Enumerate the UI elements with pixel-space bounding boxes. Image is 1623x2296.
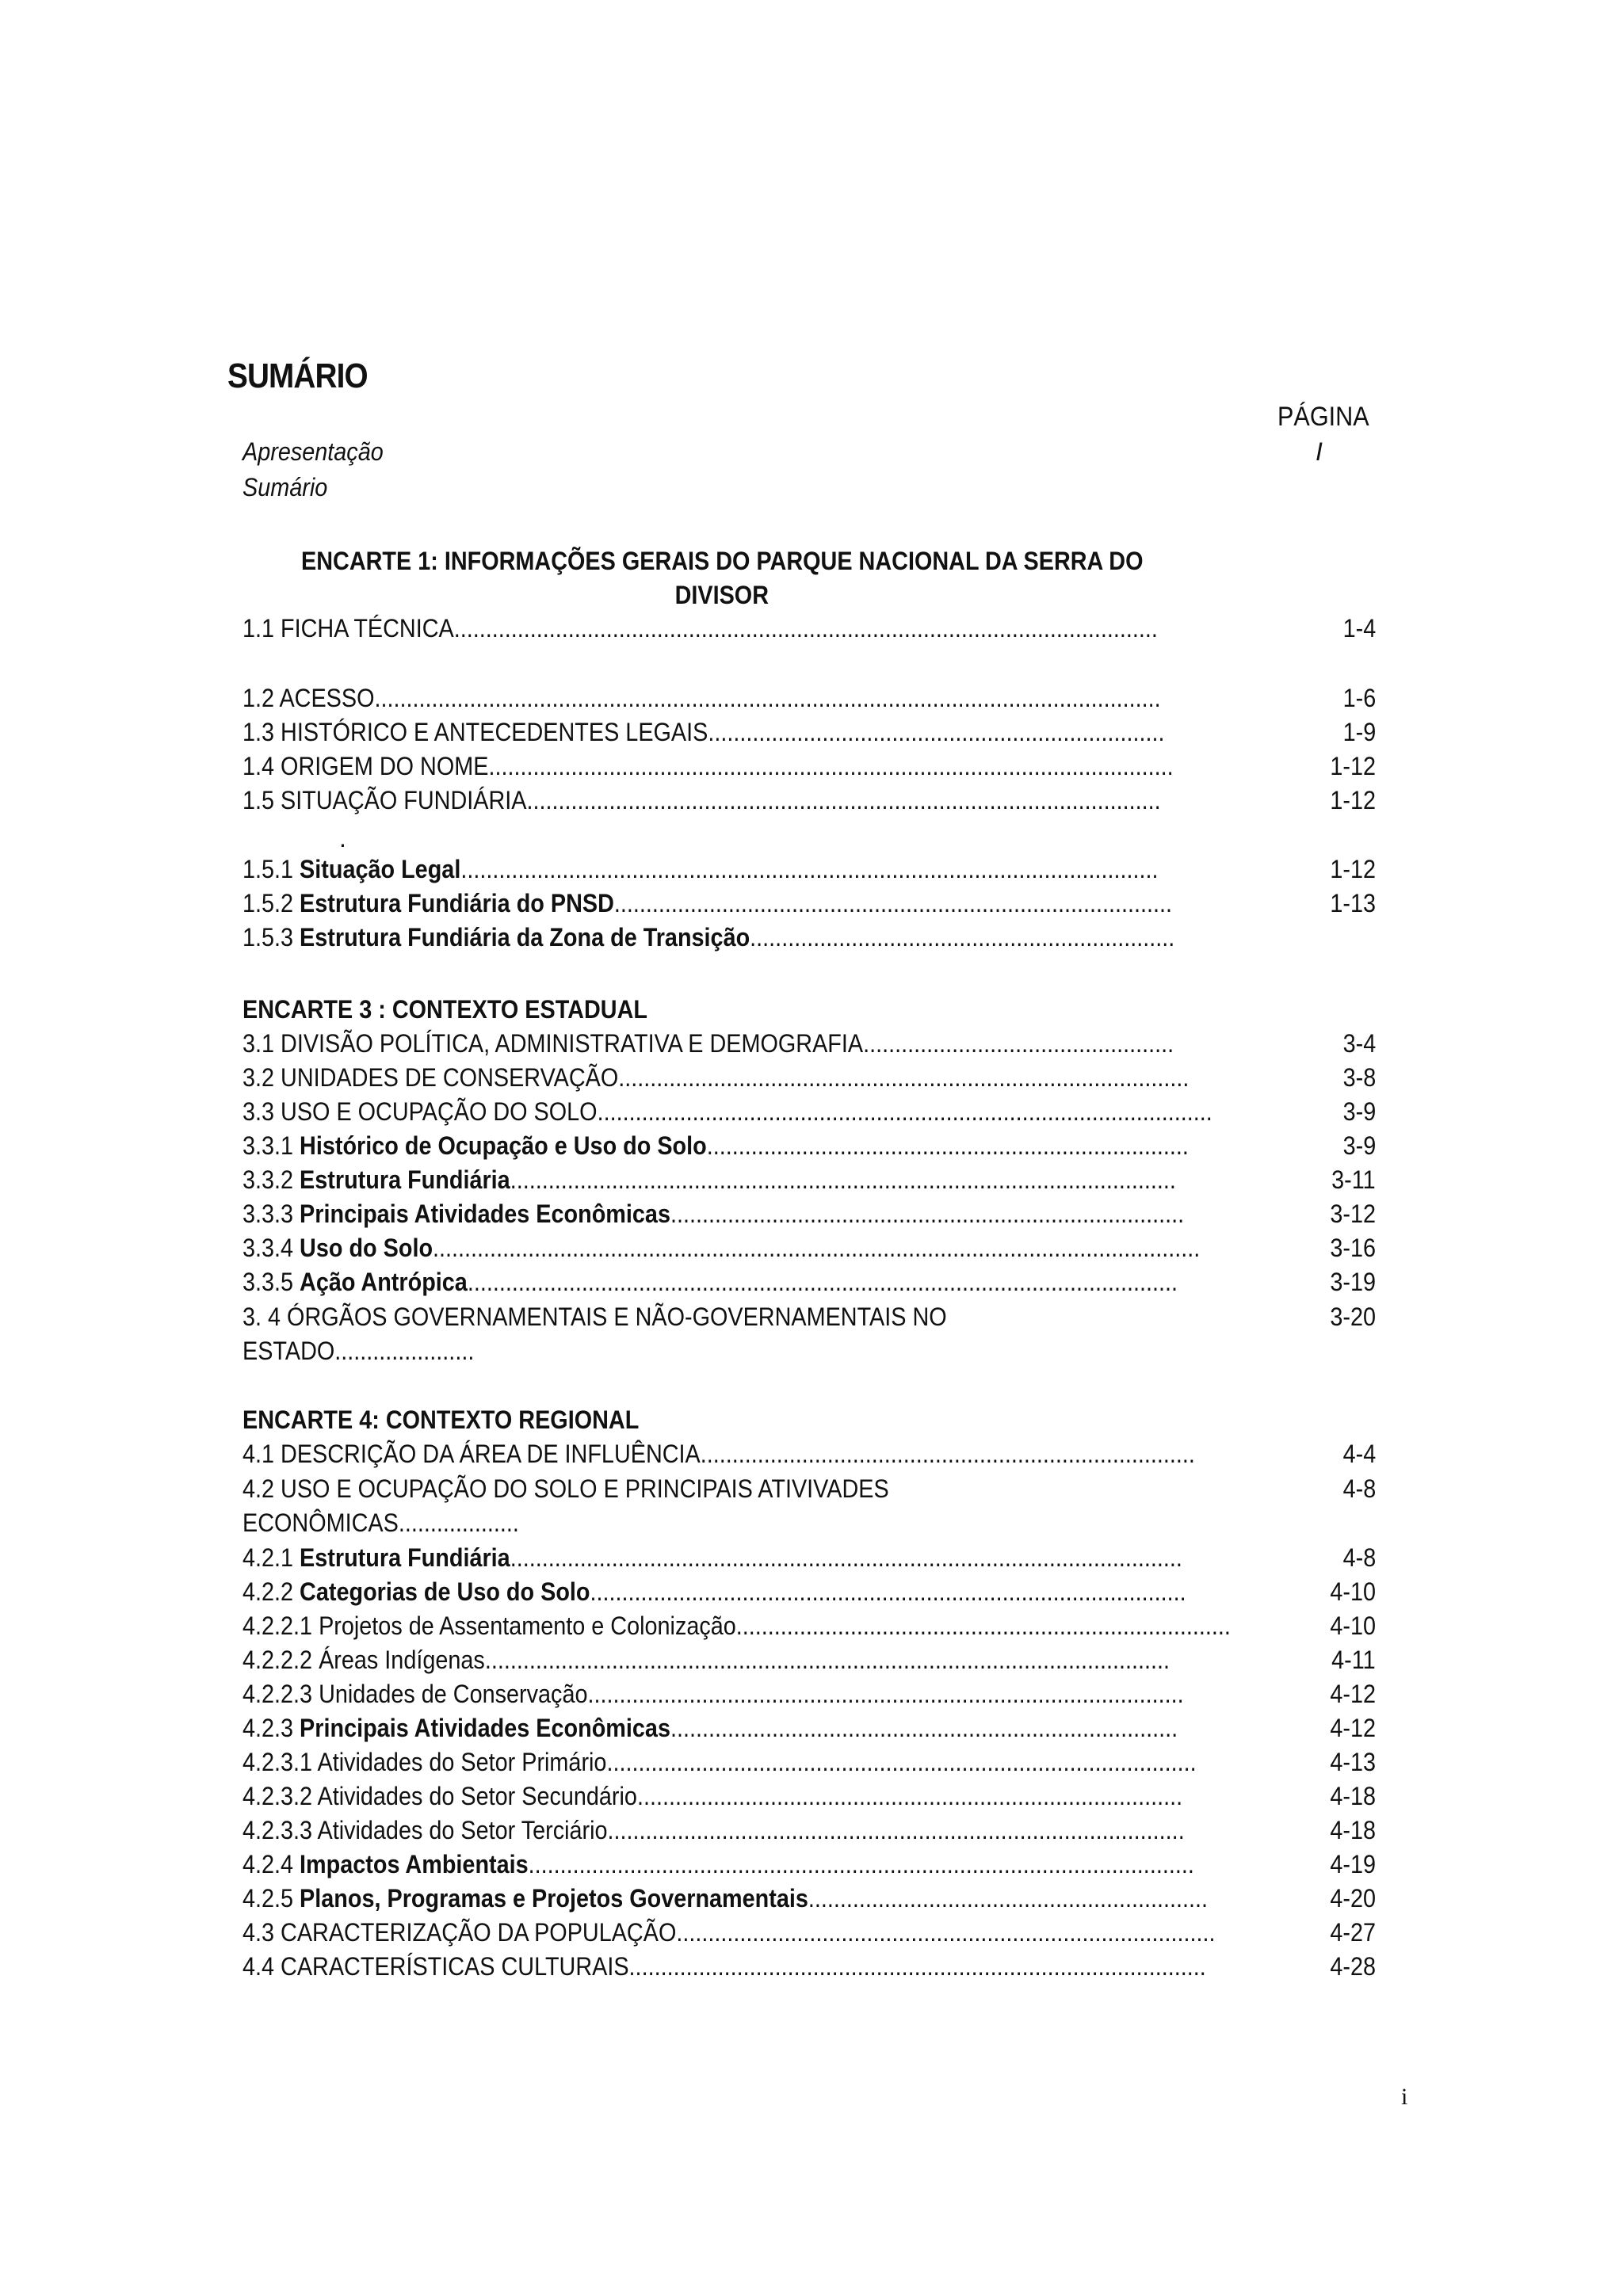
toc-entry-page: 4-10 [1330,1577,1376,1606]
encarte1-heading-line1: ENCARTE 1: INFORMAÇÕES GERAIS DO PARQUE NACIONAL DA SERRA DO [300,547,1144,575]
toc-entry-page: 4-11 [1331,1646,1376,1674]
toc-entry[interactable] [242,783,1376,818]
page-number: i [1401,2084,1408,2110]
toc-entry-number: 1.5 [242,786,275,814]
toc-entry-label: HISTÓRICO E ANTECEDENTES LEGAIS [281,718,708,746]
toc-entry-leader: ................................................................................. [670,1199,1185,1228]
toc-entry-text [242,1436,1195,1471]
toc-entry-text [242,1642,1170,1677]
toc-entry-text [242,1847,1194,1882]
toc-intro-apresentacao[interactable]: Apresentação [242,437,384,466]
toc-entry-leader: ........................................................................................... [607,1816,1185,1844]
toc-entry-number: 3.2 [242,1063,275,1092]
toc-entry-leader: ........................................................................................ [613,889,1173,917]
toc-entry-number: 4.2.3.1 [242,1748,313,1776]
toc-entry-label: Atividades do Setor Terciário [317,1816,608,1844]
toc-entry-label: Estrutura Fundiária do PNSD [300,889,614,917]
toc-entry-page: 1-12 [1330,786,1376,814]
toc-entry-page: 3-9 [1342,1097,1376,1126]
toc-entry[interactable] [242,1162,1376,1197]
toc-entry-leader: ................................................................................................................ [467,1268,1178,1296]
toc-entry-page: 4-12 [1330,1680,1376,1708]
toc-entry-number: 1.2 [242,684,275,712]
toc-entry-number: 4.2.4 [242,1850,294,1878]
toc-entry-number: 4.3 [242,1918,275,1947]
toc-entry[interactable] [242,1779,1376,1814]
toc-entry-label: Principais Atividades Econômicas [300,1199,670,1228]
toc-entry-page: 3-9 [1342,1131,1376,1160]
toc-entry-number: 3.3.3 [242,1199,294,1228]
toc-entry-text [242,1094,1212,1129]
toc-entry-number: 3.1 [242,1029,275,1058]
toc-entry-number: 4.2.5 [242,1884,294,1913]
toc-entry-label: CARACTERIZAÇÃO DA POPULAÇÃO [281,1918,677,1947]
toc-entry-number: 1.5.2 [242,889,294,917]
toc-entry-label: CARACTERÍSTICAS CULTURAIS [281,1952,629,1981]
toc-entry-text [242,1128,1189,1163]
toc-entry-number: 3.3.5 [242,1268,294,1296]
toc-entry-page: 1-12 [1330,752,1376,780]
toc-entry-page: 1-9 [1342,718,1376,746]
toc-entry-label: DIVISÃO POLÍTICA, ADMINISTRATIVA E DEMOGRAFIA [281,1029,864,1058]
toc-entry[interactable] [242,1847,1376,1882]
toc-entry-text [242,1881,1208,1916]
toc-entry-label: Impactos Ambientais [300,1850,529,1878]
toc-entry-label: Unidades de Conservação [319,1680,588,1708]
toc-entry-text [242,1676,1184,1711]
toc-entry-leader: .......................................................................................................... [510,1543,1182,1572]
toc-entry-page: 1-4 [1342,614,1376,643]
toc-entry-leader: ........................................................................................... [628,1952,1206,1981]
encarte1-heading-line2: DIVISOR [674,581,769,609]
toc-entry-label: FICHA TÉCNICA [281,614,454,643]
toc-entry-label: ACESSO [279,684,375,712]
toc-entry-leader: ............................................................................................................... [453,614,1158,643]
toc-entry-number: 3.3.1 [242,1131,294,1160]
toc-entry[interactable] [242,611,1376,646]
toc-entry-page: 3-19 [1330,1268,1376,1296]
toc-entry-text [242,1574,1186,1609]
toc-entry-leader: .............................................................................................................. [460,855,1159,883]
toc-intro-sumario[interactable]: Sumário [242,473,328,502]
toc-entry-label: Atividades do Setor Primário [317,1748,607,1776]
toc-entry[interactable] [242,1711,1376,1745]
toc-entry-label: SITUAÇÃO FUNDIÁRIA [281,786,527,814]
toc-entry-text [242,1540,1182,1575]
toc-entry-number: 1.5.1 [242,855,294,883]
toc-entry-leader: ..................................................................................... [676,1918,1216,1947]
toc-entry[interactable] [242,1745,1376,1779]
toc-entry-page: 4-10 [1330,1611,1376,1640]
toc-entry[interactable] [242,1881,1376,1916]
toc-entry-page: 4-18 [1330,1816,1376,1844]
toc-entry-label: ORIGEM DO NOME [281,752,489,780]
toc-entry-leader: ................................................................... [750,923,1175,952]
toc-entry[interactable] [242,1540,1376,1575]
toc-entry-text [242,1026,1174,1061]
toc-entry-leader: .................................................................................................... [526,786,1161,814]
toc-entry-page: 4-18 [1330,1782,1376,1810]
toc-entry-text [242,1162,1176,1197]
toc-entry-number: 4.2.3 [242,1714,300,1742]
toc-entry-text [242,920,1174,955]
toc-entry-leader: .............................................................................................. [590,1577,1186,1606]
toc-entry-leader: ............................................................................................. [606,1748,1197,1776]
toc-entry-label: DESCRIÇÃO DA ÁREA DE INFLUÊNCIA [281,1440,701,1468]
toc-entry-text [242,1813,1185,1848]
toc-entry[interactable] [242,715,1376,749]
toc-entry-leader: .............................................................................................. [587,1680,1184,1708]
toc-entry-number: 4.2.2.3 [242,1680,313,1708]
toc-entry-text [242,886,1172,921]
toc-entry-text [242,681,1161,715]
toc-entry-label: Estrutura Fundiária [300,1543,510,1572]
toc-entry-number: 4.2.1 [242,1543,294,1572]
toc-entry-page: 4-27 [1330,1918,1376,1947]
toc-entry-number: 1.3 [242,718,275,746]
toc-entry[interactable] [242,1608,1376,1643]
toc-entry[interactable] [242,681,1376,715]
toc-entry-number: 1.1 [242,614,275,643]
toc-entry-label: Ação Antrópica [300,1268,468,1296]
toc-entry-label: Situação Legal [300,855,461,883]
toc-entry-number: 1.4 [242,752,275,780]
toc-entry-leader: ...................................................................................... [636,1782,1183,1810]
toc-entry-page: 3-4 [1342,1029,1376,1058]
toc-entry-number: 4.2.3.3 [242,1816,313,1844]
toc-entry-number: 1.5.3 [242,923,294,952]
toc-entry[interactable] [242,1574,1376,1609]
toc-entry[interactable] [242,920,1376,955]
toc-entry-leader: ......................................................................................................................... [433,1234,1201,1262]
toc-entry-page: 1-6 [1342,684,1376,712]
toc-entry-leader: ........................................................................ [708,718,1165,746]
toc-entry-leader: ............................................................................................................ [488,752,1174,780]
toc-entry-text [242,715,1164,749]
toc-entry[interactable] [242,852,1376,887]
toc-entry-number: 4.2.2 [242,1577,294,1606]
toc-entry-page: 1-12 [1330,855,1376,883]
toc-entry-label: Histórico de Ocupação e Uso do Solo [300,1131,707,1160]
toc-entry-number: 4.2.3.2 [242,1782,313,1810]
toc-entry-leader: ......................................................................................................... [528,1850,1194,1878]
toc-entry-number: 3.3.4 [242,1234,294,1262]
toc-entry-leader: ............................................................................................................................ [374,684,1161,712]
toc-entry-leader: .............................................................................. [700,1440,1195,1468]
toc-entry-page: 3-16 [1330,1234,1376,1262]
toc-entry-label: Uso do Solo [300,1234,433,1262]
toc-entry[interactable] [242,1026,1376,1061]
toc-entry-number: 4.4 [242,1952,275,1981]
toc-entry-label: UNIDADES DE CONSERVAÇÃO [281,1063,619,1092]
toc-entry-leader: ................................................. [863,1029,1174,1058]
toc-entry-text [242,1745,1197,1779]
toc-entry[interactable] [242,1128,1376,1163]
toc-entry[interactable] [242,1094,1376,1129]
toc-entry[interactable] [242,1436,1376,1471]
toc-entry-label: USO E OCUPAÇÃO DO SOLO [281,1097,598,1126]
toc-entry-text [242,1230,1200,1265]
toc-entry-number: 3.3.2 [242,1165,294,1194]
toc-entry-page: 3-11 [1331,1165,1376,1194]
toc-entry[interactable] [242,886,1376,921]
toc-entry-page: 4-12 [1330,1714,1376,1742]
toc-entry-label: Áreas Indígenas [319,1646,485,1674]
toc-entry-label: Planos, Programas e Projetos Governamentais [300,1884,808,1913]
toc-entry-page: 4-28 [1330,1952,1376,1981]
toc-entry-label: Estrutura Fundiária [300,1165,510,1194]
toc-entry-text [242,852,1158,887]
toc-entry-text [242,1915,1215,1950]
toc-entry-label: Categorias de Uso do Solo [300,1577,590,1606]
toc-entry-leader: .......................................................................................... [618,1063,1190,1092]
toc-entry-leader: ......................................................................................................... [510,1165,1176,1194]
toc-entry-text [242,1779,1182,1814]
toc-entry-page: 3-8 [1342,1063,1376,1092]
page-title: SUMÁRIO [227,357,368,395]
page-column-header: PÁGINA [1277,402,1369,432]
toc-entry-page: 4-4 [1342,1440,1376,1468]
toc-entry-label: Atividades do Setor Secundário [317,1782,637,1810]
toc-entry-text [242,1196,1184,1231]
toc-entry-text [242,1711,1178,1745]
toc-entry-label: Principais Atividades Econômicas [300,1714,670,1742]
toc-entry-number: 4.2.2.1 [242,1611,313,1640]
toc-entry[interactable] [242,1642,1376,1677]
toc-entry-text [242,749,1174,784]
toc-entry-page: 4-20 [1330,1884,1376,1913]
toc-entry[interactable] [242,1264,1376,1299]
toc-entry-text [242,1949,1206,1984]
toc-entry[interactable] [242,1230,1376,1265]
toc-entry-page: 4-13 [1330,1748,1376,1776]
toc-entry-leader: ................................................................................................. [597,1097,1212,1126]
toc-entry[interactable] [242,1676,1376,1711]
toc-entry-number: 4.2.2.2 [242,1646,313,1674]
toc-entry-leader: ............................................................................................................ [484,1646,1170,1674]
document-page: SUMÁRIO PÁGINA Apresentação I Sumário ENCARTE 1: INFORMAÇÕES GERAIS DO PARQUE NACIONAL DA SERRA DO DIVISOR . 1.1 FICHA TÉCNICA............................................................................................................... 1-4 1.2 ACESSO............................................................................................................................ 1-6 1.3 HISTÓRICO E ANTECEDENTES LEGAIS........................................................................ 1-9 1.4 ORIGEM DO NOME............................................................................................................ 1-12 1.5 SITUAÇÃO FUNDIÁRIA.................................................................................................... 1-12 1.5.1 Situação Legal.............................................................................................................. 1-12 1.5.2 Estrutura Fundiária do PNSD........................................................................................ 1-13 1.5.3 Estrutura Fundiária da Zona de Transição................................................................... ENCARTE 3 : CONTEXTO ESTADUAL 3.1 DIVISÃO POLÍTICA, ADMINISTRATIVA E DEMOGRAFIA................................................. 3-4 3.2 UNIDADES DE CONSERVAÇÃO.......................................................................................... 3-8 3.3 USO E OCUPAÇÃO DO SOLO................................................................................................. 3-9 3.3.1 Histórico de Ocupação e Uso do Solo............................................................................ 3-9 3.3.2 Estrutura Fundiária......................................................................................................... 3-11 3.3.3 Principais Atividades Econômicas................................................................................. 3-12 3.3.4 Uso do Solo......................................................................................................................... 3-16 3.3.5 Ação Antrópica................................................................................................................ 3-19 3. 4 ÓRGÃOS GOVERNAMENTAIS E NÃO-GOVERNAMENTAIS NO 3-20 ESTADO...................... ENCARTE 4: CONTEXTO REGIONAL 4.1 DESCRIÇÃO DA ÁREA DE INFLUÊNCIA.............................................................................. 4-4 4.2 USO E OCUPAÇÃO DO SOLO E PRINCIPAIS ATIVIVADES 4-8 ECONÔMICAS................... 4.2.1 Estrutura Fundiária.......................................................................................................... 4-8 4.2.2 Categorias de Uso do Solo.............................................................................................. 4-10 4.2.2.1 Projetos de Assentamento e Colonização.............................................................................. 4-10 4.2.2.2 Áreas Indígenas............................................................................................................ 4-11 4.2.2.3 Unidades de Conservação.............................................................................................. 4-12 4.2.3 Principais Atividades Econômicas................................................................................ 4-12 4.2.3.1 Atividades do Setor Primário............................................................................................. 4-13 4.2.3.2 Atividades do Setor Secundário...................................................................................... 4-18 4.2.3.3 Atividades do Setor Terciário........................................................................................... 4-18 4.2.4 Impactos Ambientais......................................................................................................... 4-19 4.2.5 Planos, Programas e Projetos Governamentais............................................................... 4-20 4.3 CARACTERIZAÇÃO DA POPULAÇÃO..................................................................................... 4-27 4.4 CARACTERÍSTICAS CULTURAIS........................................................................................... 4-28 i [227,357,1408,2110]
stray-mark: . [339,824,346,852]
toc-entry-page: 1-13 [1330,889,1376,917]
toc-entry-leader: ............................................................... [808,1884,1208,1913]
toc-entry-text [242,1608,1231,1643]
toc-entry[interactable] [242,749,1376,784]
toc-entry[interactable] [242,1813,1376,1848]
toc-entry-leader: .............................................................................. [735,1611,1231,1640]
toc-entry-label: Estrutura Fundiária da Zona de Transição [300,923,750,952]
toc-entry-number: 3.3 [242,1097,275,1126]
toc-entry-text [242,1264,1178,1299]
toc-entry-number: 4.1 [242,1440,275,1468]
toc-entry-leader: ................................................................................ [670,1714,1178,1742]
toc-entry[interactable] [242,1060,1376,1095]
toc-entry-text [242,783,1161,818]
toc-entry[interactable] [242,1949,1376,1984]
toc-entry-page: 3-12 [1330,1199,1376,1228]
toc-entry[interactable] [242,1196,1376,1231]
toc-entry-page: 4-8 [1342,1543,1376,1572]
toc-entry-page: 4-19 [1330,1850,1376,1878]
toc-entry-text [242,611,1158,646]
toc-entry-label: Projetos de Assentamento e Colonização [319,1611,736,1640]
toc-entry-leader: ............................................................................ [706,1131,1189,1160]
toc-entry[interactable] [242,1915,1376,1950]
toc-entry-text [242,1060,1189,1095]
toc-intro-apresentacao-page: I [1316,437,1323,466]
